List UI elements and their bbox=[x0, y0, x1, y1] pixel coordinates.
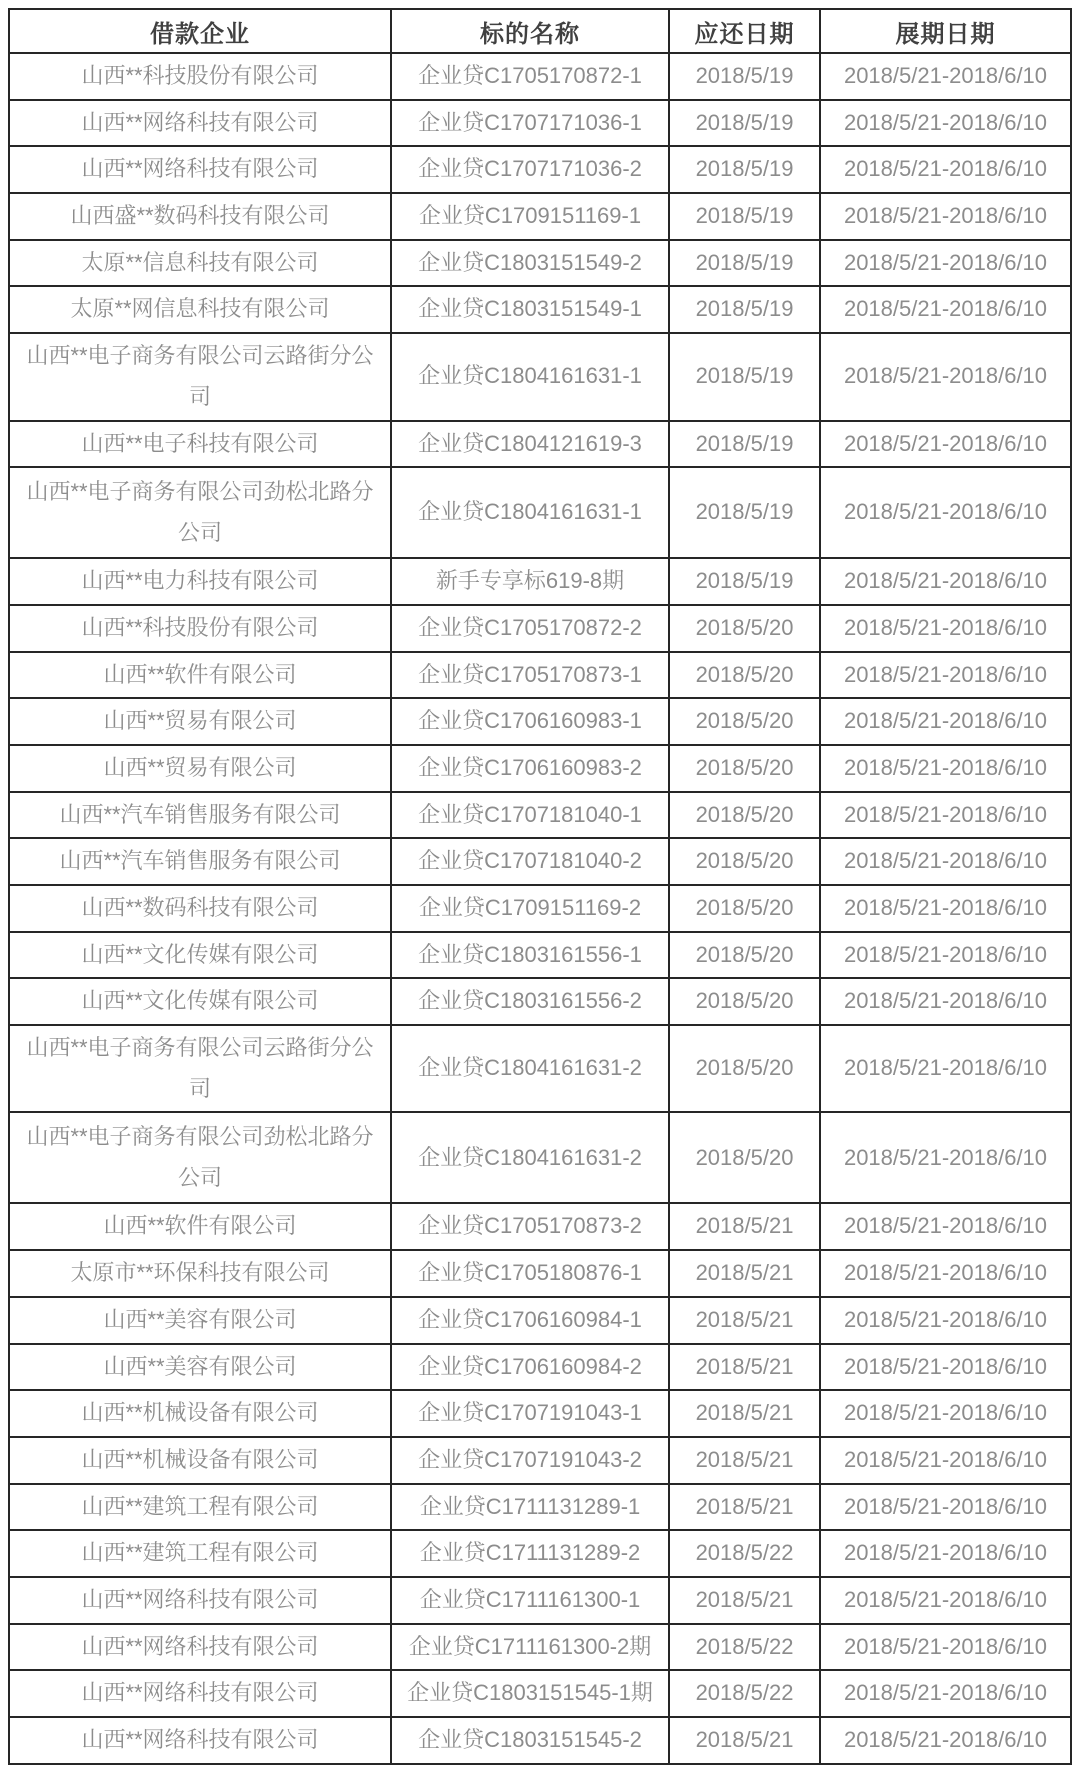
cell-due-date: 2018/5/19 bbox=[669, 467, 820, 558]
cell-loan-title: 企业贷C1706160983-2 bbox=[391, 745, 669, 792]
cell-borrower: 山西**电子商务有限公司云路街分公司 bbox=[9, 333, 391, 420]
column-header-due-date: 应还日期 bbox=[669, 9, 820, 53]
table-row bbox=[9, 421, 1071, 468]
table-row bbox=[9, 1717, 1071, 1764]
cell-due-date: 2018/5/20 bbox=[669, 1112, 820, 1203]
cell-loan-title: 企业贷C1709151169-1 bbox=[391, 193, 669, 240]
cell-due-date: 2018/5/19 bbox=[669, 193, 820, 240]
table-row bbox=[9, 1624, 1071, 1671]
cell-extension-period: 2018/5/21-2018/6/10 bbox=[820, 652, 1071, 699]
cell-borrower: 山西**机械设备有限公司 bbox=[9, 1390, 391, 1437]
cell-due-date: 2018/5/20 bbox=[669, 838, 820, 885]
cell-borrower: 山西**机械设备有限公司 bbox=[9, 1437, 391, 1484]
cell-extension-period: 2018/5/21-2018/6/10 bbox=[820, 932, 1071, 979]
cell-borrower: 山西**汽车销售服务有限公司 bbox=[9, 838, 391, 885]
cell-loan-title: 企业贷C1803151549-2 bbox=[391, 240, 669, 287]
cell-extension-period: 2018/5/21-2018/6/10 bbox=[820, 885, 1071, 932]
cell-extension-period: 2018/5/21-2018/6/10 bbox=[820, 558, 1071, 605]
cell-due-date: 2018/5/20 bbox=[669, 698, 820, 745]
cell-extension-period: 2018/5/21-2018/6/10 bbox=[820, 1437, 1071, 1484]
table-row bbox=[9, 1203, 1071, 1250]
table-row bbox=[9, 698, 1071, 745]
cell-extension-period: 2018/5/21-2018/6/10 bbox=[820, 1670, 1071, 1717]
table-row bbox=[9, 1437, 1071, 1484]
cell-loan-title: 企业贷C1705180876-1 bbox=[391, 1250, 669, 1297]
cell-due-date: 2018/5/21 bbox=[669, 1390, 820, 1437]
cell-loan-title: 企业贷C1804161631-2 bbox=[391, 1112, 669, 1203]
table-row bbox=[9, 100, 1071, 147]
cell-loan-title: 企业贷C1707181040-2 bbox=[391, 838, 669, 885]
table-row bbox=[9, 885, 1071, 932]
cell-loan-title: 企业贷C1711131289-1 bbox=[391, 1484, 669, 1531]
cell-borrower: 山西**网络科技有限公司 bbox=[9, 1624, 391, 1671]
table-row bbox=[9, 333, 1071, 420]
table-row bbox=[9, 1025, 1071, 1112]
cell-loan-title: 企业贷C1707191043-2 bbox=[391, 1437, 669, 1484]
cell-borrower: 山西**数码科技有限公司 bbox=[9, 885, 391, 932]
table-row bbox=[9, 146, 1071, 193]
cell-borrower: 山西**电子科技有限公司 bbox=[9, 421, 391, 468]
cell-loan-title: 企业贷C1711161300-2期 bbox=[391, 1624, 669, 1671]
cell-due-date: 2018/5/20 bbox=[669, 978, 820, 1025]
cell-due-date: 2018/5/19 bbox=[669, 286, 820, 333]
table-row bbox=[9, 978, 1071, 1025]
cell-borrower: 山西**建筑工程有限公司 bbox=[9, 1484, 391, 1531]
cell-loan-title: 企业贷C1804161631-1 bbox=[391, 333, 669, 420]
table-row bbox=[9, 605, 1071, 652]
cell-due-date: 2018/5/19 bbox=[669, 421, 820, 468]
cell-borrower: 山西**电子商务有限公司劲松北路分公司 bbox=[9, 467, 391, 558]
cell-loan-title: 企业贷C1707181040-1 bbox=[391, 792, 669, 839]
cell-loan-title: 企业贷C1706160983-1 bbox=[391, 698, 669, 745]
table-row bbox=[9, 1250, 1071, 1297]
cell-extension-period: 2018/5/21-2018/6/10 bbox=[820, 1530, 1071, 1577]
cell-loan-title: 企业贷C1711161300-1 bbox=[391, 1577, 669, 1624]
cell-loan-title: 企业贷C1705170872-1 bbox=[391, 53, 669, 100]
cell-loan-title: 企业贷C1706160984-2 bbox=[391, 1344, 669, 1391]
cell-borrower: 山西**美容有限公司 bbox=[9, 1344, 391, 1391]
cell-loan-title: 企业贷C1803151549-1 bbox=[391, 286, 669, 333]
cell-loan-title: 企业贷C1803151545-2 bbox=[391, 1717, 669, 1764]
cell-borrower: 山西**网络科技有限公司 bbox=[9, 1577, 391, 1624]
column-header-loan-title: 标的名称 bbox=[391, 9, 669, 53]
cell-extension-period: 2018/5/21-2018/6/10 bbox=[820, 838, 1071, 885]
cell-extension-period: 2018/5/21-2018/6/10 bbox=[820, 1390, 1071, 1437]
table-row bbox=[9, 558, 1071, 605]
cell-extension-period: 2018/5/21-2018/6/10 bbox=[820, 1203, 1071, 1250]
table-row bbox=[9, 53, 1071, 100]
table-row bbox=[9, 838, 1071, 885]
cell-extension-period: 2018/5/21-2018/6/10 bbox=[820, 698, 1071, 745]
cell-extension-period: 2018/5/21-2018/6/10 bbox=[820, 1297, 1071, 1344]
cell-due-date: 2018/5/21 bbox=[669, 1297, 820, 1344]
cell-extension-period: 2018/5/21-2018/6/10 bbox=[820, 1624, 1071, 1671]
table-row bbox=[9, 240, 1071, 287]
table-row bbox=[9, 932, 1071, 979]
cell-extension-period: 2018/5/21-2018/6/10 bbox=[820, 333, 1071, 420]
cell-due-date: 2018/5/20 bbox=[669, 605, 820, 652]
cell-loan-title: 企业贷C1707171036-1 bbox=[391, 100, 669, 147]
cell-borrower: 太原**信息科技有限公司 bbox=[9, 240, 391, 287]
cell-extension-period: 2018/5/21-2018/6/10 bbox=[820, 1484, 1071, 1531]
cell-due-date: 2018/5/19 bbox=[669, 146, 820, 193]
cell-due-date: 2018/5/21 bbox=[669, 1344, 820, 1391]
cell-extension-period: 2018/5/21-2018/6/10 bbox=[820, 286, 1071, 333]
cell-due-date: 2018/5/20 bbox=[669, 792, 820, 839]
cell-loan-title: 企业贷C1705170872-2 bbox=[391, 605, 669, 652]
cell-due-date: 2018/5/21 bbox=[669, 1484, 820, 1531]
cell-due-date: 2018/5/20 bbox=[669, 885, 820, 932]
cell-borrower: 山西盛**数码科技有限公司 bbox=[9, 193, 391, 240]
cell-loan-title: 企业贷C1803161556-2 bbox=[391, 978, 669, 1025]
table-row bbox=[9, 652, 1071, 699]
cell-loan-title: 企业贷C1803151545-1期 bbox=[391, 1670, 669, 1717]
cell-extension-period: 2018/5/21-2018/6/10 bbox=[820, 1112, 1071, 1203]
cell-borrower: 山西**网络科技有限公司 bbox=[9, 100, 391, 147]
cell-due-date: 2018/5/21 bbox=[669, 1437, 820, 1484]
cell-borrower: 太原市**环保科技有限公司 bbox=[9, 1250, 391, 1297]
cell-borrower: 山西**电子商务有限公司劲松北路分公司 bbox=[9, 1112, 391, 1203]
loan-table-body bbox=[9, 53, 1071, 1764]
cell-borrower: 山西**电力科技有限公司 bbox=[9, 558, 391, 605]
cell-loan-title: 企业贷C1804161631-1 bbox=[391, 467, 669, 558]
cell-extension-period: 2018/5/21-2018/6/10 bbox=[820, 1577, 1071, 1624]
cell-loan-title: 企业贷C1705170873-1 bbox=[391, 652, 669, 699]
table-row bbox=[9, 1344, 1071, 1391]
cell-due-date: 2018/5/20 bbox=[669, 652, 820, 699]
cell-borrower: 山西**网络科技有限公司 bbox=[9, 1717, 391, 1764]
cell-extension-period: 2018/5/21-2018/6/10 bbox=[820, 978, 1071, 1025]
cell-borrower: 山西**网络科技有限公司 bbox=[9, 146, 391, 193]
cell-due-date: 2018/5/19 bbox=[669, 558, 820, 605]
cell-loan-title: 企业贷C1804121619-3 bbox=[391, 421, 669, 468]
cell-borrower: 山西**科技股份有限公司 bbox=[9, 605, 391, 652]
cell-due-date: 2018/5/21 bbox=[669, 1203, 820, 1250]
cell-due-date: 2018/5/20 bbox=[669, 1025, 820, 1112]
table-row bbox=[9, 286, 1071, 333]
cell-due-date: 2018/5/20 bbox=[669, 932, 820, 979]
cell-borrower: 山西**科技股份有限公司 bbox=[9, 53, 391, 100]
cell-extension-period: 2018/5/21-2018/6/10 bbox=[820, 240, 1071, 287]
cell-borrower: 山西**文化传媒有限公司 bbox=[9, 932, 391, 979]
table-row bbox=[9, 1112, 1071, 1203]
cell-extension-period: 2018/5/21-2018/6/10 bbox=[820, 193, 1071, 240]
cell-borrower: 山西**软件有限公司 bbox=[9, 1203, 391, 1250]
cell-borrower: 山西**软件有限公司 bbox=[9, 652, 391, 699]
loan-extension-table bbox=[8, 8, 1072, 1765]
cell-due-date: 2018/5/22 bbox=[669, 1670, 820, 1717]
cell-extension-period: 2018/5/21-2018/6/10 bbox=[820, 100, 1071, 147]
cell-loan-title: 企业贷C1705170873-2 bbox=[391, 1203, 669, 1250]
table-row bbox=[9, 1390, 1071, 1437]
table-row bbox=[9, 1484, 1071, 1531]
cell-extension-period: 2018/5/21-2018/6/10 bbox=[820, 1025, 1071, 1112]
cell-loan-title: 企业贷C1707191043-1 bbox=[391, 1390, 669, 1437]
table-row bbox=[9, 193, 1071, 240]
cell-due-date: 2018/5/19 bbox=[669, 333, 820, 420]
table-row bbox=[9, 1530, 1071, 1577]
cell-extension-period: 2018/5/21-2018/6/10 bbox=[820, 1250, 1071, 1297]
table-row bbox=[9, 1670, 1071, 1717]
cell-borrower: 山西**美容有限公司 bbox=[9, 1297, 391, 1344]
cell-extension-period: 2018/5/21-2018/6/10 bbox=[820, 605, 1071, 652]
header-row bbox=[9, 9, 1071, 53]
cell-borrower: 山西**电子商务有限公司云路街分公司 bbox=[9, 1025, 391, 1112]
cell-due-date: 2018/5/22 bbox=[669, 1624, 820, 1671]
cell-due-date: 2018/5/20 bbox=[669, 745, 820, 792]
cell-extension-period: 2018/5/21-2018/6/10 bbox=[820, 745, 1071, 792]
table-row bbox=[9, 792, 1071, 839]
cell-borrower: 山西**网络科技有限公司 bbox=[9, 1670, 391, 1717]
cell-due-date: 2018/5/21 bbox=[669, 1577, 820, 1624]
table-row bbox=[9, 1297, 1071, 1344]
table-row bbox=[9, 1577, 1071, 1624]
table-row bbox=[9, 745, 1071, 792]
cell-due-date: 2018/5/19 bbox=[669, 100, 820, 147]
cell-borrower: 山西**汽车销售服务有限公司 bbox=[9, 792, 391, 839]
cell-extension-period: 2018/5/21-2018/6/10 bbox=[820, 792, 1071, 839]
cell-borrower: 太原**网信息科技有限公司 bbox=[9, 286, 391, 333]
table-row bbox=[9, 467, 1071, 558]
cell-extension-period: 2018/5/21-2018/6/10 bbox=[820, 1717, 1071, 1764]
column-header-extension-period: 展期日期 bbox=[820, 9, 1071, 53]
cell-borrower: 山西**贸易有限公司 bbox=[9, 698, 391, 745]
cell-loan-title: 企业贷C1707171036-2 bbox=[391, 146, 669, 193]
cell-borrower: 山西**贸易有限公司 bbox=[9, 745, 391, 792]
cell-extension-period: 2018/5/21-2018/6/10 bbox=[820, 53, 1071, 100]
cell-due-date: 2018/5/19 bbox=[669, 53, 820, 100]
column-header-borrower: 借款企业 bbox=[9, 9, 391, 53]
cell-due-date: 2018/5/22 bbox=[669, 1530, 820, 1577]
cell-loan-title: 企业贷C1711131289-2 bbox=[391, 1530, 669, 1577]
cell-borrower: 山西**文化传媒有限公司 bbox=[9, 978, 391, 1025]
cell-loan-title: 企业贷C1804161631-2 bbox=[391, 1025, 669, 1112]
cell-due-date: 2018/5/21 bbox=[669, 1717, 820, 1764]
cell-loan-title: 企业贷C1803161556-1 bbox=[391, 932, 669, 979]
cell-extension-period: 2018/5/21-2018/6/10 bbox=[820, 421, 1071, 468]
cell-due-date: 2018/5/21 bbox=[669, 1250, 820, 1297]
cell-extension-period: 2018/5/21-2018/6/10 bbox=[820, 467, 1071, 558]
cell-loan-title: 企业贷C1709151169-2 bbox=[391, 885, 669, 932]
cell-borrower: 山西**建筑工程有限公司 bbox=[9, 1530, 391, 1577]
cell-extension-period: 2018/5/21-2018/6/10 bbox=[820, 1344, 1071, 1391]
cell-loan-title: 新手专享标619-8期 bbox=[391, 558, 669, 605]
cell-due-date: 2018/5/19 bbox=[669, 240, 820, 287]
cell-extension-period: 2018/5/21-2018/6/10 bbox=[820, 146, 1071, 193]
cell-loan-title: 企业贷C1706160984-1 bbox=[391, 1297, 669, 1344]
